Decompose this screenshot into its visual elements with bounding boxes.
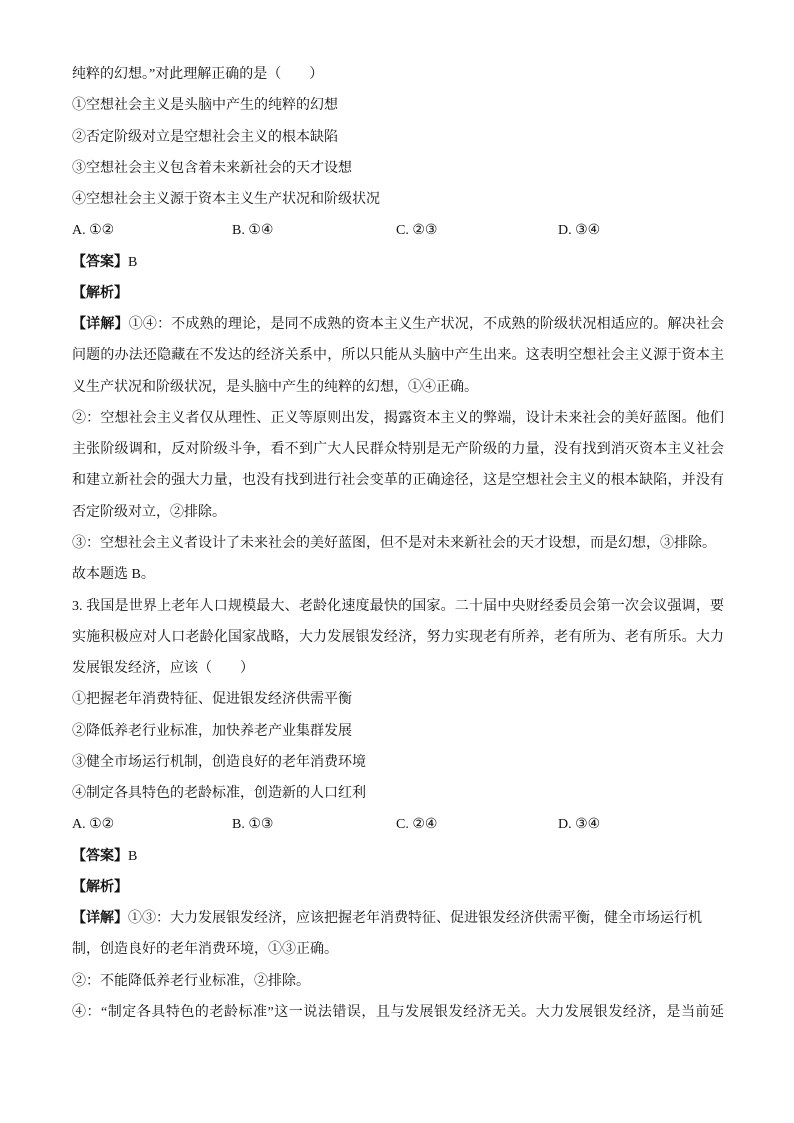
option-a: A. ①② — [72, 817, 115, 833]
analysis-label: 【解析】 — [72, 285, 128, 301]
option-b: B. ①③ — [232, 817, 274, 833]
answer-line — [72, 841, 724, 872]
answer-options — [72, 215, 724, 246]
analysis-label: 【解析】 — [72, 879, 128, 895]
answer-value: B — [128, 254, 138, 270]
conclusion-line: 故本题选 B。 — [72, 567, 155, 583]
detail-label: 【详解】 — [72, 317, 129, 333]
answer-label: 【答案】 — [72, 848, 128, 864]
detail-line: 否定阶级对立，②排除。 — [72, 504, 226, 520]
option-d: D. ③④ — [558, 223, 601, 239]
statement-2: ②降低养老行业标准，加快养老产业集群发展 — [72, 723, 352, 739]
detail-line — [72, 903, 724, 934]
detail-line: 义生产状况和阶级状况，是头脑中产生的纯粹的幻想，①④正确。 — [72, 379, 478, 395]
detail-line: 问题的办法还隐藏在不发达的经济关系中，所以只能从头脑中产生出来。这表明空想社会主义源于资本主 — [72, 348, 724, 364]
option-c: C. ②④ — [396, 817, 438, 833]
statement-1: ①把握老年消费特征、促进银发经济供需平衡 — [72, 692, 352, 708]
detail-line: ②：不能降低养老行业标准，②排除。 — [72, 973, 310, 989]
question-stem-line: 3. 我国是世界上老年人口规模最大、老龄化速度最快的国家。二十届中央财经委员会第一次会议强调，要 — [72, 598, 724, 614]
detail-line: ④：“制定各具特色的老龄标准”这一说法错误，且与发展银发经济无关。大力发展银发经济，是当前延 — [72, 1004, 724, 1020]
detail-line: 制，创造良好的老年消费环境，①③正确。 — [72, 942, 338, 958]
option-d: D. ③④ — [558, 817, 601, 833]
detail-line: ③：空想社会主义者设计了未来社会的美好蓝图，但不是对未来新社会的天才设想，而是幻想，③排除。 — [72, 535, 716, 551]
statement-3: ③空想社会主义包含着未来新社会的天才设想 — [72, 160, 352, 176]
option-b: B. ①④ — [232, 223, 274, 239]
detail-text: ①④：不成熟的理论，是同不成熟的资本主义生产状况，不成熟的阶级状况相适应的。解决社会 — [128, 317, 725, 333]
analysis-heading — [72, 278, 724, 309]
statement-3: ③健全市场运行机制，创造良好的老年消费环境 — [72, 754, 366, 770]
question-stem-line: 纯粹的幻想。”对此理解正确的是（ ） — [72, 67, 324, 82]
statement-4: ④空想社会主义源于资本主义生产状况和阶级状况 — [72, 192, 380, 208]
option-c: C. ②③ — [396, 223, 438, 239]
statement-1: ①空想社会主义是头脑中产生的纯粹的幻想 — [72, 98, 338, 114]
answer-options — [72, 809, 724, 840]
answer-line — [72, 247, 724, 278]
detail-label: 【详解】 — [72, 911, 128, 927]
answer-label: 【答案】 — [72, 254, 128, 270]
option-a: A. ①② — [72, 223, 115, 239]
statement-2: ②否定阶级对立是空想社会主义的根本缺陷 — [72, 129, 338, 145]
question-3 — [72, 591, 724, 1029]
detail-line: ②：空想社会主义者仅从理性、正义等原则出发，揭露资本主义的弊端，设计未来社会的美好蓝图。他们 — [72, 410, 724, 426]
detail-line — [72, 309, 724, 340]
statement-4: ④制定各具特色的老龄标准，创造新的人口红利 — [72, 786, 366, 802]
analysis-heading — [72, 872, 724, 903]
answer-value: B — [128, 848, 138, 864]
question-stem-line: 发展银发经济，应该（ ） — [72, 661, 254, 677]
question-2 — [72, 59, 724, 591]
page-content — [72, 59, 724, 1028]
detail-text: ①③：大力发展银发经济，应该把握老年消费特征、促进银发经济供需平衡，健全市场运行机 — [128, 911, 702, 927]
question-stem-line: 实施积极应对人口老龄化国家战略，大力发展银发经济，努力实现老有所养，老有所为、老有所乐。大力 — [72, 629, 724, 645]
detail-line: 和建立新社会的强大力量，也没有找到进行社会变革的正确途径，这是空想社会主义的根本缺陷，并没有 — [72, 473, 724, 489]
detail-line: 主张阶级调和，反对阶级斗争，看不到广大人民群众特别是无产阶级的力量，没有找到消灭资本主义社会 — [72, 442, 724, 458]
